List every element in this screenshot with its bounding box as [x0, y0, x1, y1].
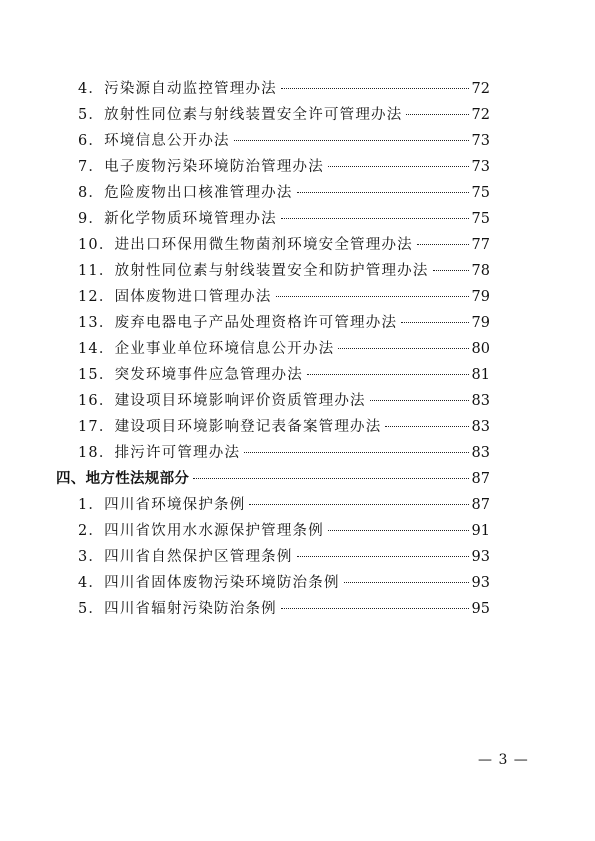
toc-dot-leader: [281, 218, 469, 219]
toc-dot-leader: [417, 244, 469, 245]
toc-entry-row: [56, 336, 490, 362]
toc-entry-page: 73: [471, 133, 490, 149]
toc-entry-number: 9．: [78, 211, 105, 227]
toc-entry-number: 7．: [78, 159, 105, 175]
toc-entry-title: 环境信息公开办法: [104, 133, 230, 149]
toc-entry-title: 新化学物质环境管理办法: [104, 211, 277, 227]
toc-entry-page: 72: [471, 107, 490, 123]
toc-dot-leader: [281, 88, 469, 89]
toc-entry-number: 12．: [78, 289, 115, 305]
toc-section-row: [56, 466, 490, 492]
toc-entry-title: 建设项目环境影响登记表备案管理办法: [114, 419, 382, 435]
toc-entry-row: [56, 128, 490, 154]
toc-entry-page: 80: [471, 341, 490, 357]
toc-entry-row: [56, 232, 490, 258]
toc-entry-row: [56, 570, 490, 596]
toc-dot-leader: [249, 504, 468, 505]
toc-entry-title: 四川省固体废物污染环境防治条例: [104, 575, 340, 591]
toc-entry-title: 固体废物进口管理办法: [114, 289, 272, 305]
toc-entry-title: 建设项目环境影响评价资质管理办法: [114, 393, 366, 409]
toc-entry-page: 75: [471, 211, 490, 227]
toc-dot-leader: [433, 270, 469, 271]
toc-entry-row: [56, 206, 490, 232]
toc-entry-row: [56, 310, 490, 336]
toc-entry-row: [56, 388, 490, 414]
toc-dot-leader: [276, 296, 469, 297]
toc-entry-number: 5．: [78, 107, 105, 123]
toc-entry-page: 83: [471, 419, 490, 435]
toc-dot-leader: [370, 400, 469, 401]
toc-entry-title: 四川省辐射污染防治条例: [104, 601, 277, 617]
toc-entry-page: 75: [471, 185, 490, 201]
toc-entry-page: 87: [471, 471, 490, 487]
toc-entry-number: 17．: [78, 419, 115, 435]
toc-entry-row: [56, 76, 490, 102]
toc-entry-number: 2．: [78, 523, 105, 539]
toc-entry-title: 四川省自然保护区管理条例: [104, 549, 293, 565]
toc-entry-page: 91: [471, 523, 490, 539]
toc-dot-leader: [281, 608, 469, 609]
toc-entry-title: 四川省环境保护条例: [104, 497, 246, 513]
toc-entry-row: [56, 284, 490, 310]
toc-entry-row: [56, 596, 490, 622]
toc-dot-leader: [307, 374, 469, 375]
toc-entry-row: [56, 102, 490, 128]
toc-entry-number: 四、: [56, 470, 86, 487]
toc-entry-number: 4．: [78, 81, 105, 97]
toc-entry-number: 4．: [78, 575, 105, 591]
toc-entry-title: 危险废物出口核准管理办法: [104, 185, 293, 201]
toc-dot-leader: [244, 452, 468, 453]
toc-entry-page: 78: [471, 263, 490, 279]
toc-entry-title: 放射性同位素与射线装置安全和防护管理办法: [114, 263, 429, 279]
toc-entry-number: 3．: [78, 549, 105, 565]
toc-entry-page: 73: [471, 159, 490, 175]
toc-dot-leader: [297, 192, 469, 193]
toc-dot-leader: [234, 140, 469, 141]
toc-entry-title: 四川省饮用水水源保护管理条例: [104, 523, 324, 539]
toc-entry-row: [56, 492, 490, 518]
toc-entry-number: 8．: [78, 185, 105, 201]
toc-entry-title: 企业事业单位环境信息公开办法: [114, 341, 335, 357]
toc-entry-row: [56, 180, 490, 206]
toc-entry-title: 电子废物污染环境防治管理办法: [104, 159, 324, 175]
toc-entry-row: [56, 362, 490, 388]
toc-entry-row: [56, 154, 490, 180]
toc-entry-page: 87: [471, 497, 490, 513]
toc-entry-title: 进出口环保用微生物菌剂环境安全管理办法: [114, 237, 413, 253]
table-of-contents: [56, 76, 490, 622]
toc-entry-number: 11．: [78, 263, 115, 279]
toc-entry-number: 13．: [78, 315, 115, 331]
toc-entry-title: 废弃电器电子产品处理资格许可管理办法: [114, 315, 398, 331]
toc-entry-title: 突发环境事件应急管理办法: [114, 367, 303, 383]
toc-entry-number: 16．: [78, 393, 115, 409]
toc-dot-leader: [338, 348, 468, 349]
toc-dot-leader: [406, 114, 468, 115]
toc-entry-page: 83: [471, 445, 490, 461]
toc-dot-leader: [297, 556, 469, 557]
toc-entry-page: 95: [471, 601, 490, 617]
toc-entry-page: 79: [471, 315, 490, 331]
toc-entry-number: 15．: [78, 367, 115, 383]
toc-entry-row: [56, 414, 490, 440]
toc-entry-page: 81: [471, 367, 490, 383]
toc-entry-title: 污染源自动监控管理办法: [104, 81, 277, 97]
toc-entry-title: 放射性同位素与射线装置安全许可管理办法: [104, 107, 403, 123]
toc-entry-row: [56, 518, 490, 544]
toc-entry-row: [56, 544, 490, 570]
toc-entry-page: 77: [471, 237, 490, 253]
toc-entry-page: 83: [471, 393, 490, 409]
toc-entry-page: 93: [471, 575, 490, 591]
toc-entry-row: [56, 440, 490, 466]
toc-entry-title: 地方性法规部分: [85, 470, 190, 487]
toc-entry-row: [56, 258, 490, 284]
toc-dot-leader: [344, 582, 469, 583]
toc-dot-leader: [193, 478, 468, 479]
toc-entry-title: 排污许可管理办法: [114, 445, 241, 461]
toc-entry-number: 10．: [78, 237, 115, 253]
toc-entry-number: 14．: [78, 341, 115, 357]
toc-entry-number: 6．: [78, 133, 105, 149]
toc-entry-number: 1．: [78, 497, 105, 513]
toc-entry-number: 18．: [78, 445, 115, 461]
toc-entry-page: 93: [471, 549, 490, 565]
toc-entry-page: 72: [471, 81, 490, 97]
toc-dot-leader: [328, 530, 469, 531]
toc-dot-leader: [401, 322, 468, 323]
toc-entry-number: 5．: [78, 601, 105, 617]
toc-dot-leader: [385, 426, 468, 427]
page-number: — 3 —: [478, 752, 529, 768]
toc-entry-page: 79: [471, 289, 490, 305]
toc-dot-leader: [328, 166, 469, 167]
